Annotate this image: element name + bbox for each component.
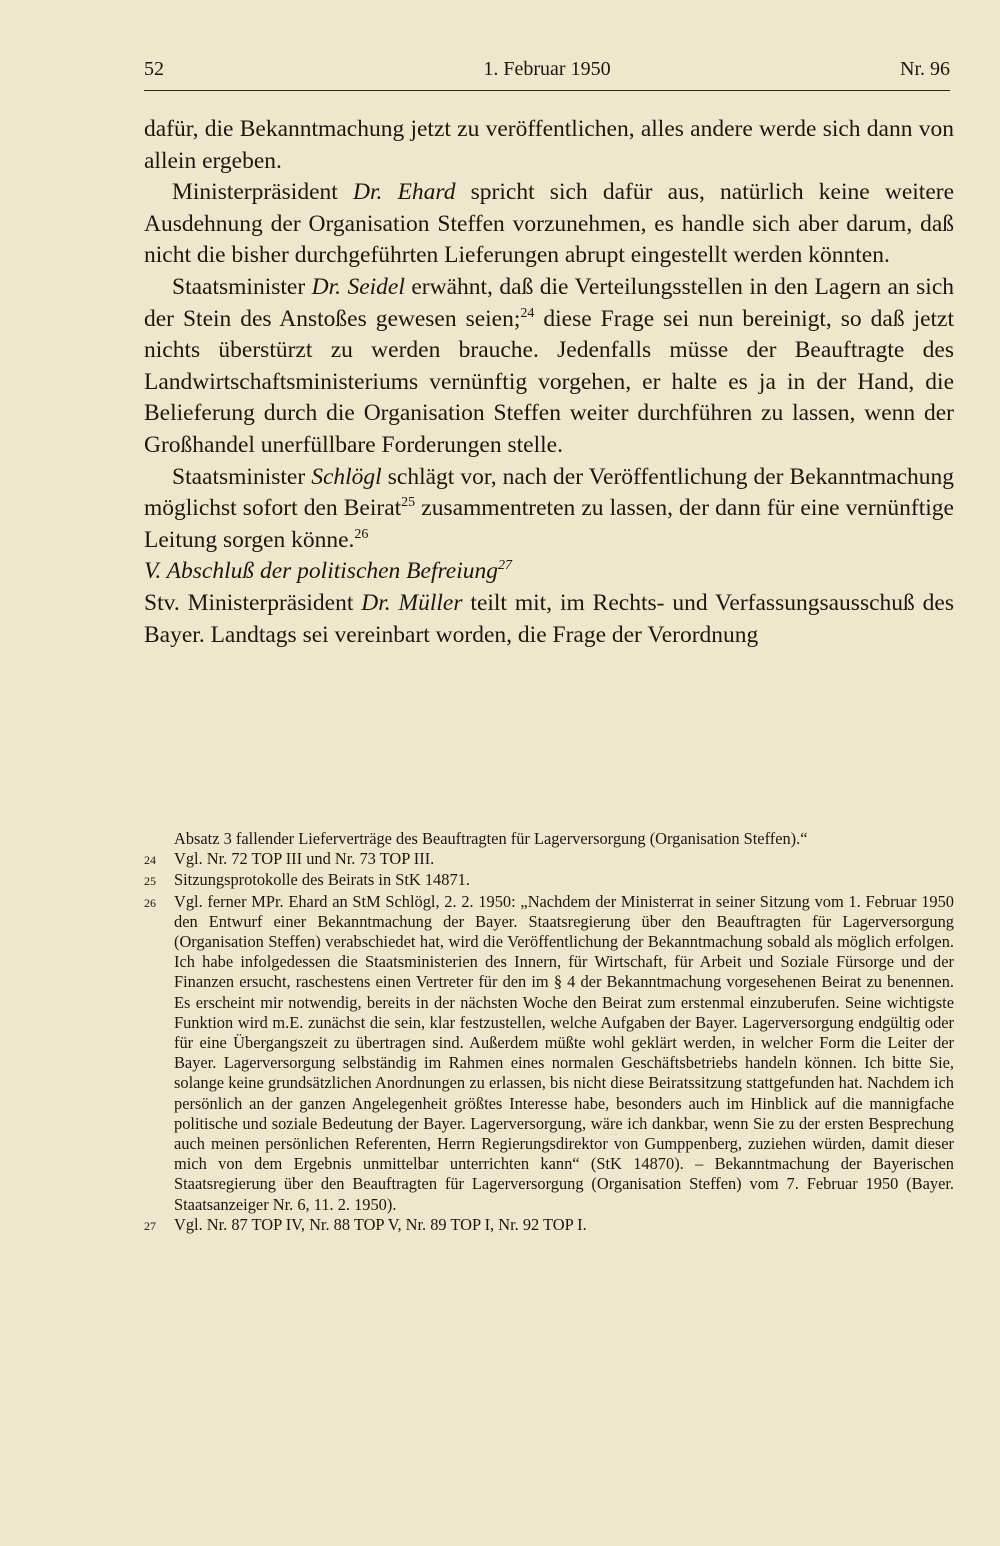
page-number: 52 [144,58,164,80]
footnote-continuation: Absatz 3 fallender Lieferverträge des Beauftragten für Lagerversorgung (Organisation Steffen).“ [174,829,808,848]
footnote-26 [144,892,954,1215]
paragraph-5-text-b: teilt mit, im Rechts- und Verfassungsausschuß des Bayer. Landtags sei vereinbart worden, die Frage der Verordnung [144,589,954,648]
paragraph-3-text-b: erwähnt, daß die Verteilungsstellen in den Lagern an sich der Stein des Anstoßes gewesen seien; [144,273,955,332]
main-text [144,114,954,651]
footnote-text: Vgl. Nr. 87 TOP IV, Nr. 88 TOP V, Nr. 89 TOP I, Nr. 92 TOP I. [174,1214,587,1234]
paragraph-4-text-a: Staatsminister [172,463,312,490]
running-header [144,56,950,91]
footnote-27 [144,1215,954,1236]
footnote-number: 26 [144,895,156,910]
footnote-number: 25 [144,874,156,889]
header-issue-number: Nr. 96 [900,58,950,80]
paragraph-3-text-c: diese Frage sei nun bereinigt, so daß jetzt nichts überstürzt zu werden brauche. Jedenfalls müsse der Beauftragte des Landwirtschaftsministeriums vernünftig vorgehen, er halte es ja in der Hand, die Belieferung durch die Organisation Steffen weiter durchführen zu lassen, wenn der Großhandel unerfüllbare Forderungen stelle. [144,305,954,458]
footnote-ref: 24 [520,305,535,321]
paragraph-5 [144,588,954,651]
footnote-24 [144,849,954,870]
speaker-name: Schlögl [311,463,382,490]
footnote-number: 27 [144,1218,156,1233]
footnote-ref: 25 [401,495,416,511]
footnote-ref: 27 [497,558,512,574]
paragraph-5-text-a: Stv. Ministerpräsident [144,589,362,616]
footnote-text: Vgl. Nr. 72 TOP III und Nr. 73 TOP III. [174,849,435,869]
paragraph-4 [144,462,954,557]
footnotes [144,829,954,1236]
paragraph-2 [144,177,954,272]
speaker-name: Dr. Müller [361,589,463,616]
footnote-ref: 26 [354,526,369,542]
paragraph-2-text-a: Ministerpräsident [172,179,353,206]
speaker-name: Dr. Seidel [311,273,405,300]
speaker-name: Dr. Ehard [352,179,456,206]
section-heading-text: V. Abschluß der politischen Befreiung [144,558,498,585]
section-heading [144,556,954,588]
paragraph-4-text-b: schlägt vor, nach der Veröffentlichung der Bekanntmachung möglichst sofort den Beirat [144,463,955,522]
footnote-number: 24 [144,853,156,868]
header-date: 1. Februar 1950 [483,58,611,80]
footnote-25 [144,870,954,891]
paragraph-3-text-a: Staatsminister [172,273,312,300]
footnote-text: Sitzungsprotokolle des Beirats in StK 14871. [174,870,470,890]
paragraph-3 [144,272,954,462]
paragraph-2-text-b: spricht sich dafür aus, natürlich keine weitere Ausdehnung der Organisation Steffen vorzunehmen, es handle sich aber darum, daß nicht die bisher durchgeführten Lieferungen abrupt eingestellt werden könnten. [144,179,955,269]
footnote-text: Vgl. ferner MPr. Ehard an StM Schlögl, 2. 2. 1950: „Nachdem der Ministerrat in seiner Sitzung vom 1. Februar 1950 den Entwurf einer Bekanntmachung der Bayer. Staatsregierung über den Beauftragten für Lagerversorgung (Organisation Steffen) verabschiedet hat, wird die Veröffentlichung der Bekanntmachung sobald als möglich erfolgen. Ich habe infolgedessen die Staatsministerien des Innern, für Wirtschaft, für Arbeit und Soziale Fürsorge und der Finanzen ersucht, raschestens einen Vertreter für den im § 4 der Bekanntmachung vorgesehenen Beirat zu benennen. Es erscheint mir notwendig, bereits in der nächsten Woche den Beirat zum erstenmal einzuberufen. Seine wichtigste Funktion wird m.E. zunächst die sein, klar festzustellen, welche Aufgaben der Bayer. Lagerversorgung endgültig oder für eine Übergangszeit zu übertragen sind. Außerdem müßte wohl geklärt werden, in welcher Form die Leiter der Bayer. Lagerversorgung selbständig im Rahmen eines normalen Geschäftsbetriebs handeln können. Ich bitte Sie, solange keine grundsätzlichen Anordnungen zu erlassen, bis nicht diese Beiratssitzung stattgefunden hat. Nachdem ich persönlich an der ganzen Angelegenheit größtes Interesse habe, besonders auch im Hinblick auf die mannigfache politische und soziale Bedeutung der Bayer. Lagerversorgung, wäre ich dankbar, wenn Sie zu der ersten Besprechung auch meinen persönlichen Referenten, Herrn Regierungsdirektor von Gumppenberg, zuziehen würden, damit dieser mich von dem Ergebnis unmittelbar unterrichten kann“ (StK 14870). – Bekanntmachung der Bayerischen Staatsregierung über den Beauftragten für Lagerversorgung (Organisation Steffen) vom 7. Februar 1950 (Bayer. Staatsanzeiger Nr. 6, 11. 2. 1950). [174,891,954,1214]
paragraph-1: dafür, die Bekanntmachung jetzt zu veröffentlichen, alles andere werde sich dann von allein ergeben. [144,116,954,174]
paragraph-4-text-c: zusammentreten zu lassen, der dann für eine vernünftige Leitung sorgen könne. [144,495,954,553]
